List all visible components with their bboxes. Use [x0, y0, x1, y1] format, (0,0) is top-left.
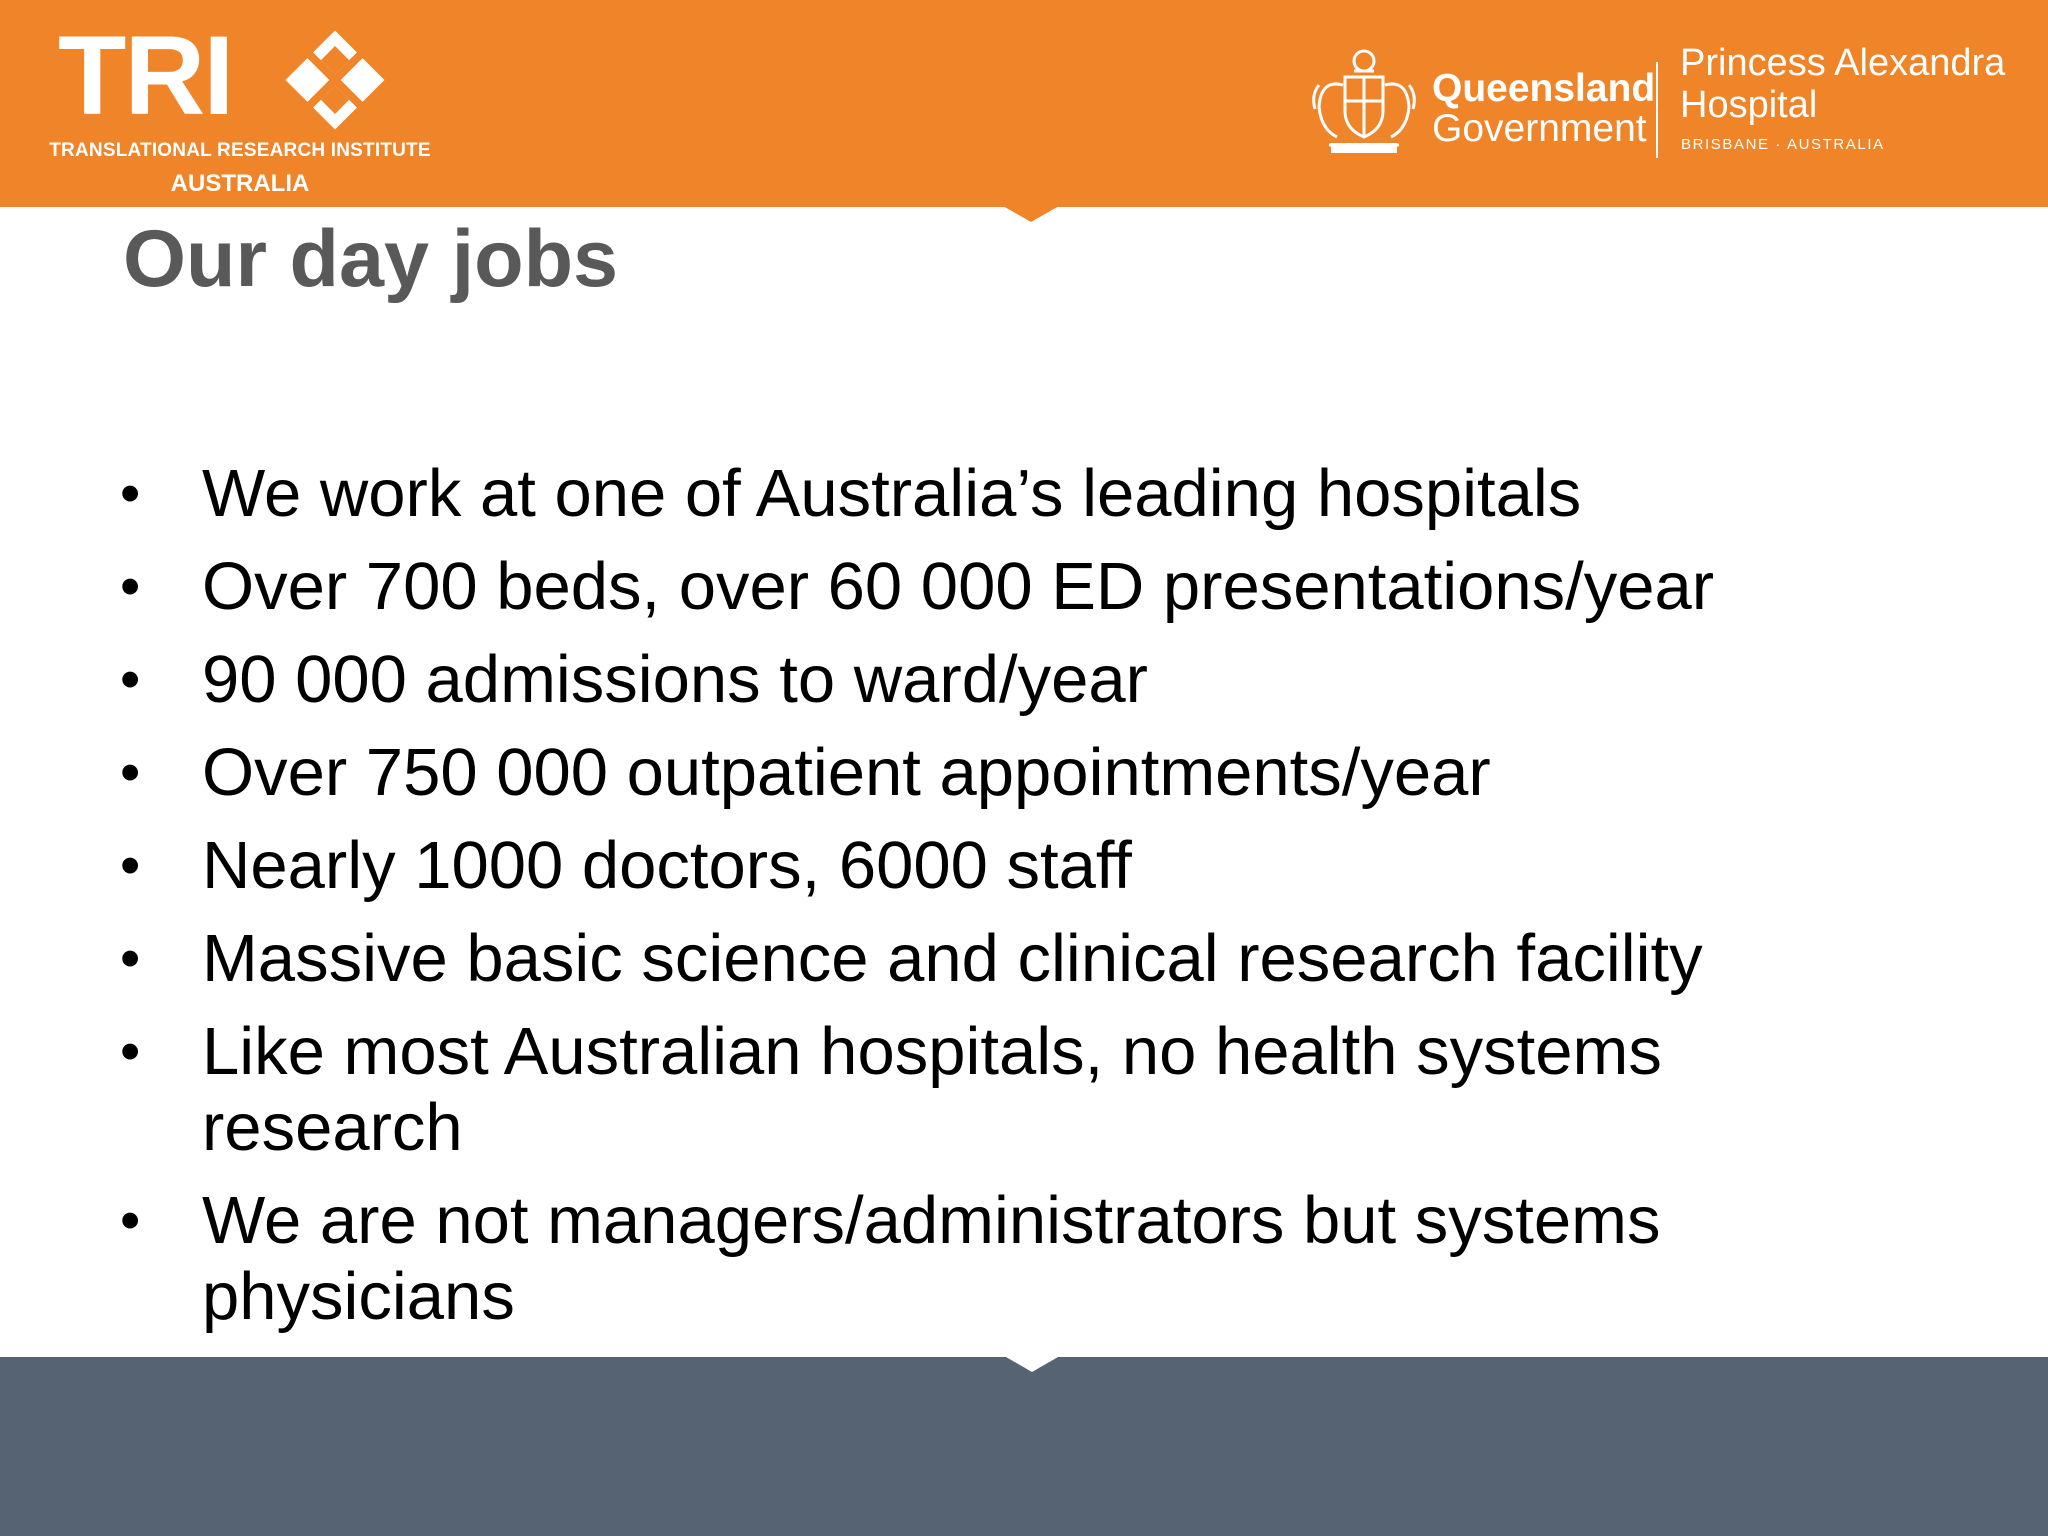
- bullet-dot-icon: •: [120, 740, 141, 805]
- bullet-text: Nearly 1000 doctors, 6000 staff: [202, 828, 1132, 903]
- slide-title: Our day jobs: [123, 214, 619, 304]
- bullet-item: [120, 921, 1900, 997]
- hospital-location: BRISBANE · AUSTRALIA: [1681, 136, 1885, 153]
- queensland-label: Queensland: [1432, 67, 1656, 110]
- bullet-dot-icon: •: [120, 461, 141, 526]
- bullet-dot-icon: •: [120, 554, 141, 619]
- bullet-text: 90 000 admissions to ward/year: [202, 642, 1148, 717]
- tri-diamond-mark-icon: [283, 28, 387, 132]
- bullet-text: We work at one of Australia’s leading hospitals: [202, 456, 1582, 531]
- bullet-dot-icon: •: [120, 926, 141, 991]
- government-label: Government: [1432, 107, 1647, 150]
- bullet-item: [120, 642, 1900, 718]
- bullet-dot-icon: •: [120, 647, 141, 712]
- bullet-item: [120, 549, 1900, 625]
- bullet-text: Over 700 beds, over 60 000 ED presentations/year: [202, 549, 1715, 624]
- queensland-coat-of-arms-icon: [1305, 45, 1423, 159]
- hospital-name-line2: Hospital: [1680, 84, 1818, 126]
- tri-wordmark: TRI: [58, 13, 233, 138]
- logo-divider: [1656, 62, 1658, 158]
- footer-notch: [1006, 1357, 1058, 1372]
- bullet-item: [120, 1014, 1900, 1166]
- bullet-item: [120, 456, 1900, 532]
- tri-logo: [49, 13, 431, 200]
- bullet-dot-icon: •: [120, 833, 141, 898]
- header-notch: [1003, 206, 1059, 222]
- bullet-dot-icon: •: [120, 1019, 141, 1084]
- bullet-list: [120, 456, 1900, 1352]
- tri-institute-name: TRANSLATIONAL RESEARCH INSTITUTE: [49, 140, 431, 161]
- bullet-text: We are not managers/administrators but systems physicians: [202, 1183, 1661, 1334]
- bullet-item: [120, 735, 1900, 811]
- bullet-text: Over 750 000 outpatient appointments/year: [202, 735, 1491, 810]
- bullet-item: [120, 1183, 1900, 1335]
- bullet-text: Massive basic science and clinical research facility: [202, 921, 1703, 996]
- bullet-text: Like most Australian hospitals, no health systems research: [202, 1014, 1662, 1165]
- tri-country: AUSTRALIA: [170, 170, 310, 197]
- hospital-name-line1: Princess Alexandra: [1680, 42, 2006, 84]
- bullet-dot-icon: •: [120, 1188, 141, 1253]
- bullet-item: [120, 828, 1900, 904]
- slide-footer-band: [0, 1357, 2048, 1536]
